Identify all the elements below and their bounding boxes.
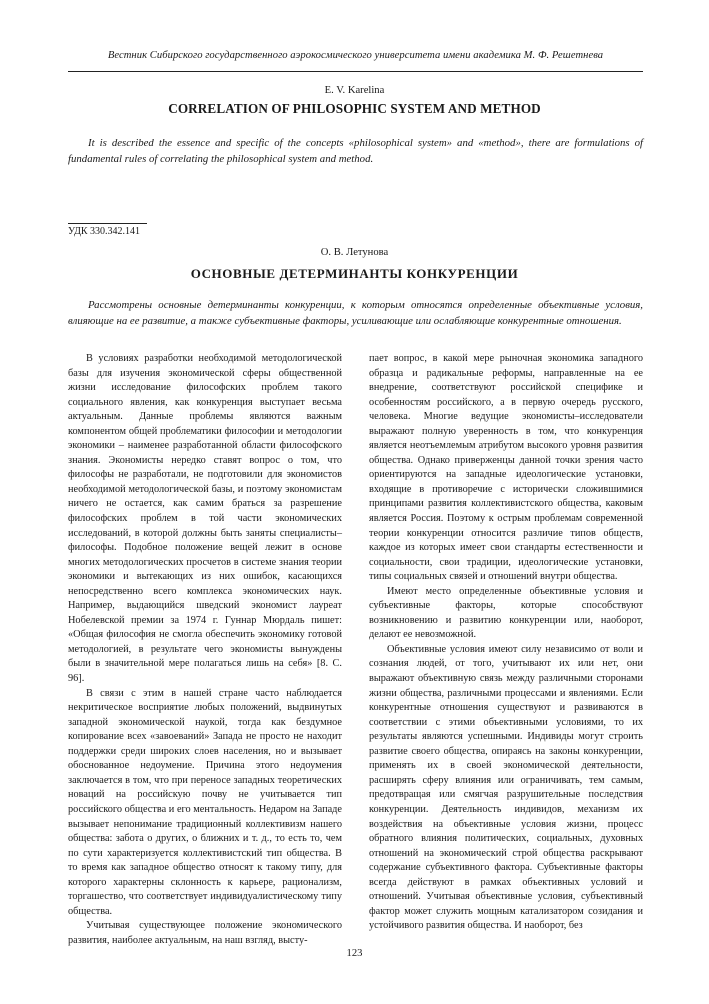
- body-paragraph: Учитывая существующее положение экономического развития, наиболее актуальным, на наш взгляд, высту-: [68, 920, 342, 946]
- udc-code: УДК 330.342.141: [68, 223, 147, 237]
- english-title: CORRELATION OF PHILOSOPHIC SYSTEM AND METHOD: [168, 101, 541, 116]
- body-paragraph: В условиях разработки необходимой методологической базы для изучения экономической сферы общественной жизни исследование философских проблем такого социального явления, как конкуренция выступает весьма актуальным. Данные проблемы являются важным компонентом общей проблематики философии и методологии экономики – наименее разработанной области философского знания. Экономисты нередко ставят вопрос о том, что философы не разработали, не подготовили для экономистов необходимой методологической базы, и поэтому экономистам ничего не остается, как самим браться за разрешение философских проблем в той части экономических исследований, в которой должны быть заняты специалисты–философы. Подобное положение вещей лежит в основе многих методологических просчетов в системе знания теории экономики и вытекающих из них ошибок, касающихся непосредственно всего комплекса экономических наук. Например, выдающийся шведский экономист лауреат Нобелевской премии за 1974 г. Гуннар Мюрдаль пишет: «Общая философия не смогла обеспечить экономику готовой методологией, в результате чего экономисты вынуждены были в значительной мере полагаться лишь на себя» [8. С. 96].: [68, 353, 342, 685]
- body-paragraph-continued: пает вопрос, в какой мере рыночная экономика западного образца и радикальные реформы, направленные на ее внедрение, соответствуют российской специфике и особенностям российского, а в первую очередь русского, человека. Многие ведущие экономисты–исследователи выражают полную уверенность в том, что конкуренция является неотъемлемым атрибутом высокого уровня развития общества. Однако приверженцы данной точки зрения часто ориентируются на западные идеологические установки, входящие в противоречие с исторически сложившимися принципами развития коллективистского общества, каковым является Россия. Поэтому к острым проблемам современной теории конкуренции относится различие типов обществ, каждое из которых имеет свои стандарты естественности и социальности, свои традиции, идеологические установки, типы социальных связей и отношений внутри общества.: [369, 353, 643, 583]
- english-author: E. V. Karelina: [324, 85, 385, 96]
- english-abstract: It is described the essence and specific of the concepts «philosophical system» and «method», there are formulations of fundamental rules of correlating the philosophical system and method.: [68, 137, 643, 165]
- body-column-right: [369, 352, 643, 934]
- body-paragraph: В связи с этим в нашей стране часто наблюдается некритическое восприятие любых положений, выдвинутых западной экономической наукой, тогда как бездумное копирование всех «завоеваний» Запада не просто не находит поддержки среди широких слоев населения, но и вызывает обоснованное недоумение. Причина этого недоумения заключается в том, что при переносе западных теоретических новаций на российскую почву не учитывается тип российского общества и его ментальность. Недаром на Западе вызывает непонимание традиционный коллективизм нашего общества: забота о других, о ближних и т. д., то есть то, чем по сути характеризуется коллективистский тип общества. В то время как западное общество относят к такому типу, для которого характерны склонность к карьере, рационализм, торгашество, что соответствует индивидуалистическому типу общества.: [68, 687, 342, 917]
- body-paragraph: Объективные условия имеют силу независимо от воли и сознания людей, от того, учитывают их или нет, они выражают объективную связь между различными сторонами жизни общества, различными процессами и явлениями. Если конкурентные отношения существуют и развиваются в соответствии с этими объективными условиями, то их результаты являются успешными. Индивиды могут строить развитие своего общества, опираясь на законы конкуренции, применять их в своей экономической деятельности, расширять сферу влияния или ограничивать, тем самым, предотвращая или смягчая разрушительные последствия конкуренции. Деятельность индивидов, механизм их воздействия на объективные условия жизни, процесс обратного влияния политических, социальных, духовных отношений на экономический строй общества раскрывают содержание субъективного фактора. Субъективные факторы всегда действуют в рамках объективных условий и отношений. Учитывая объективные условия, субъективный фактор может служить мощным катализатором созидания и устойчивого развития общества. И наоборот, без: [369, 643, 643, 932]
- russian-author: О. В. Летунова: [320, 247, 389, 258]
- header-divider: [68, 71, 643, 72]
- russian-title: ОСНОВНЫЕ ДЕТЕРМИНАНТЫ КОНКУРЕНЦИИ: [190, 266, 519, 281]
- body-paragraph: Имеют место определенные объективные условия и субъективные факторы, которые способствуют возникновению и развитию конкуренции или, наоборот, делают ее невозможной.: [369, 585, 643, 641]
- body-column-left: [68, 352, 342, 948]
- journal-header: Вестник Сибирского государственного аэрокосмического университета имени академика М. Ф. Решетнева: [107, 50, 604, 61]
- page-number: 123: [346, 948, 363, 959]
- russian-abstract: Рассмотрены основные детерминанты конкуренции, к которым относятся определенные объективные условия, влияющие на ее развитие, а также субъективные факторы, усиливающие или ослабляющие конкурентные отношения.: [68, 299, 643, 327]
